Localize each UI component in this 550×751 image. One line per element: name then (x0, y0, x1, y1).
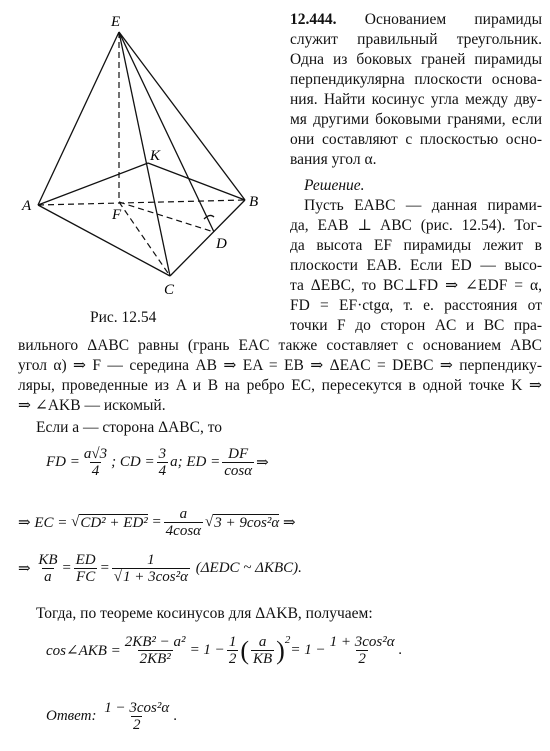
solution-full-width (18, 336, 542, 416)
problem-line-7: вания угол α. (290, 151, 377, 168)
answer-label: Ответ: (46, 708, 97, 724)
problem-line-4: ния. Найти косинус угла между дву- (290, 91, 542, 108)
label-a: A (22, 198, 32, 214)
solution-line-5: FD = EF·ctgα, т. е. расстояния от (290, 297, 542, 314)
label-e: E (111, 14, 121, 30)
label-k: K (150, 148, 161, 164)
solution-line-2: да высота EF пирамиды лежит в (290, 237, 542, 254)
full-line-0: вильного ΔABC равны (грань EAC также составляет с основанием ABC (18, 337, 542, 354)
full-line-1: угол α) ⇒ F — середина AB ⇒ EA = EB ⇒ ΔEAC = DEBC ⇒ перпендику- (18, 357, 542, 374)
equation-4: cos∠AKB = $\frac{\text{2KB² − a²}}{\text{2KB²}}$ = 1 − $\frac{1}{2}$ ( $\frac{a}{KB}$ ) $^2$ = 1 − $\frac{\text{1 + 3cos²α}}{2}$ . (46, 634, 403, 667)
problem-line-2: Одна из боковых граней пирамиды (290, 51, 542, 68)
problem-line-1: служит правильный треугольник. (290, 31, 542, 48)
problem-line-6: они составляют с плоскостью осно- (290, 131, 542, 148)
solution-right-column (290, 196, 542, 336)
label-b: B (249, 194, 259, 210)
problem-line-0: 12.444. Основанием пирамиды (290, 11, 543, 28)
equation-3: ⇒ $\frac{KB}{a}$ = $\frac{ED}{FC}$ = $\frac{1}{\text{√1 + 3cos²α}}$ (ΔEDC ~ ΔKBC). (18, 552, 302, 585)
problem-number: 12.444. (290, 11, 337, 28)
answer: Ответ: $\frac{\text{1 − 3cos²α}}{2}$ . (46, 700, 177, 733)
solution-line-0: Пусть EABC — данная пирами- (304, 197, 542, 214)
problem-line-5: мя другими боковыми гранями, если (290, 111, 542, 128)
solution-line-4: та ΔEBC, то BC⊥FD ⇒ ∠EDF = α, (290, 277, 542, 294)
label-f: F (112, 207, 122, 223)
pyramid-figure (20, 8, 280, 308)
equation-2: ⇒ EC = √ CD² + ED² = $\frac{a}{4\cos\alpha}$ √ 3 + 9cos²α ⇒ (18, 506, 296, 539)
full-line-2: ляры, проведенные из A и B на ребро EC, пересекутся в одной точке K ⇒ (18, 377, 542, 394)
solution-heading: Решение. (304, 177, 365, 194)
side-line: Если a — сторона ΔABC, то (36, 419, 223, 436)
solution-line-1: да, EAB ⊥ ABC (рис. 12.54). Тог- (290, 217, 542, 234)
problem-statement (290, 10, 542, 170)
full-line-3: ⇒ ∠AKB — искомый. (18, 397, 166, 414)
solution-line-3: плоскости EAB. Если ED — высо- (290, 257, 542, 274)
label-c: C (164, 282, 175, 298)
cosine-theorem-line: Тогда, по теореме косинусов для ΔAKB, получаем: (36, 605, 373, 622)
label-d: D (216, 236, 227, 252)
problem-line-3: перпендикулярна плоскости основа- (290, 71, 542, 88)
figure-caption: Рис. 12.54 (90, 309, 157, 326)
equation-1: FD = $\frac{a√3}{4}$ ; CD = $\frac{3}{4}$ a ; ED = $\frac{DF}{\cos\alpha}$ ⇒ (46, 446, 269, 479)
solution-line-6: точки F до сторон AC и BC пра- (290, 317, 542, 334)
